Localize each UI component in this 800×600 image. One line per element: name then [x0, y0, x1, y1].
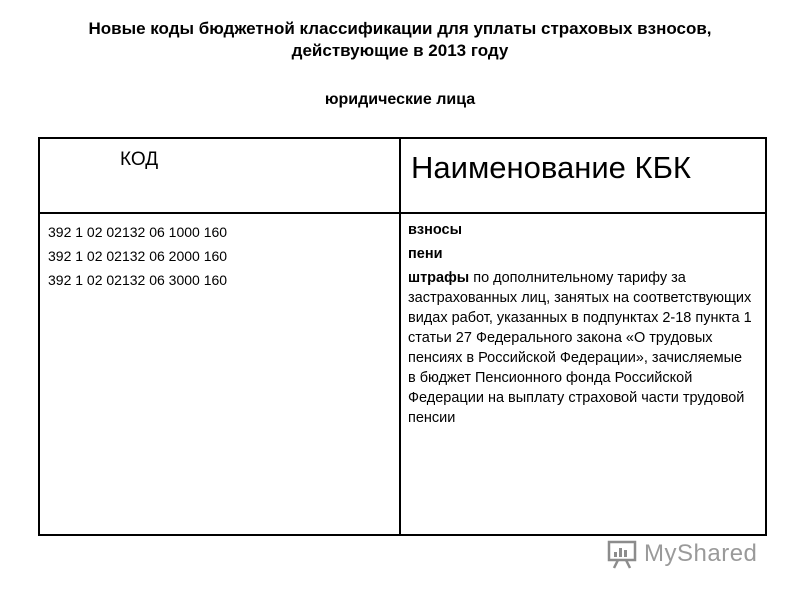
header-code: КОД [39, 138, 400, 213]
kbk-table [38, 137, 767, 536]
names-cell [400, 213, 766, 535]
page-subtitle: юридические лица [324, 91, 476, 108]
code-line: 392 1 02 02132 06 3000 160 [48, 272, 228, 288]
codes-cell [39, 213, 400, 535]
table-body-row [39, 213, 766, 535]
header-name: Наименование КБК [400, 138, 766, 213]
watermark-text: MyShared [644, 540, 758, 567]
watermark [606, 536, 757, 572]
page-title: Новые коды бюджетной классификации для уплаты страховых взносов, действующие в 2013 году [88, 19, 712, 60]
name-item-bold: взносы [408, 222, 462, 238]
name-item [408, 268, 753, 428]
name-item [408, 220, 753, 240]
code-line: 392 1 02 02132 06 2000 160 [48, 248, 228, 264]
name-item [408, 244, 753, 264]
name-item-text: по дополнительному тарифу за застрахованных лиц, занятых на соответствующих видах работ, указанных в подпунктах 2-18 пункта 1 статьи 27 Федерального закона «О трудовых пенсиях в Российской Федерации», зачисляемые в бюджет Пенсионного фонда Российской Федерации на выплату страховой части трудовой пенсии [408, 270, 752, 426]
name-item-bold: штрафы [408, 270, 470, 286]
code-line: 392 1 02 02132 06 1000 160 [48, 224, 228, 240]
presentation-board-icon [606, 538, 638, 570]
table-header-row [39, 138, 766, 213]
name-item-bold: пени [408, 246, 443, 262]
